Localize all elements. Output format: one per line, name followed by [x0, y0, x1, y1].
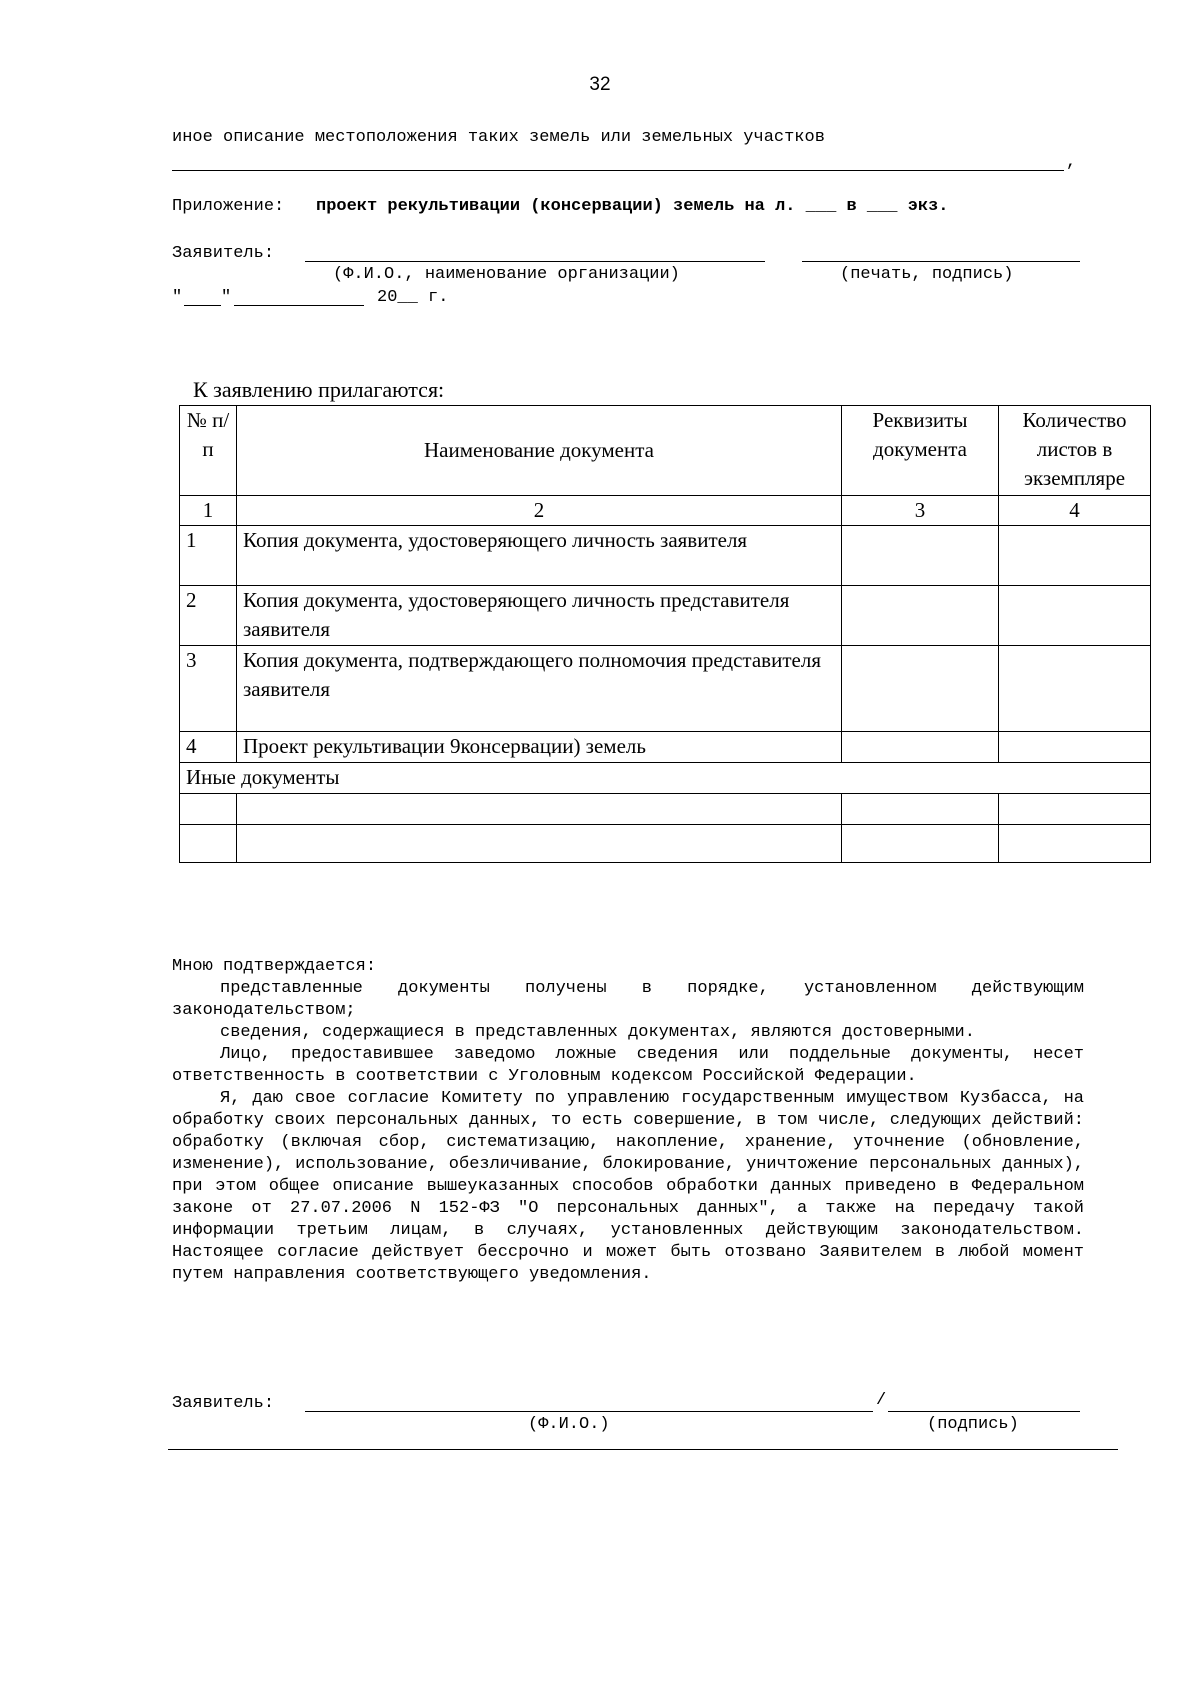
consent-paragraph: Я, даю свое согласие Комитету по управлению государственным имуществом Кузбасса, на обработку своих персональных данных, то есть совершение, в том числе, следующих действий: обработку (включая сбор, систематизацию, накопление, хранение, уточнение (обновление, изменение), использование, обезличивание, блокирование, уничтожение персональных данных), при этом общее описание вышеуказанных способов обработки данных приведено в Федеральном законе от 27.07.2006 N 152-ФЗ "О персональных данных", а также на передачу такой информации третьим лицам, в случаях, установленных действующим законодательством. Настоящее согласие действует бессрочно и может быть отозвано Заявителем в любой момент путем направления соответствующего уведомления. [172, 1089, 1084, 1284]
row-name: Копия документа, удостоверяющего личность заявителя [237, 526, 842, 586]
signature-fio-caption: (Ф.И.О.) [528, 1415, 610, 1434]
date-month-field[interactable] [234, 305, 364, 306]
row-sheets[interactable] [999, 586, 1151, 646]
applicant-label: Заявитель: [172, 244, 275, 263]
signature-sign-field[interactable] [888, 1411, 1080, 1412]
row-requisites[interactable] [842, 526, 999, 586]
empty-cell[interactable] [842, 794, 999, 825]
confirmation-intro: Мною подтверждается: [172, 957, 377, 976]
header-sheets: Количество листов в экземпляре [999, 406, 1151, 496]
empty-cell[interactable] [237, 794, 842, 825]
location-description-field[interactable] [172, 170, 1064, 171]
row-name: Копия документа, удостоверяющего личность представителя заявителя [237, 586, 842, 646]
col-number: 3 [842, 496, 999, 526]
bottom-divider [168, 1449, 1118, 1450]
signature-sign-caption: (подпись) [927, 1415, 1019, 1434]
row-name: Копия документа, подтверждающего полномочия представителя заявителя [237, 646, 842, 732]
location-description-label: иное описание местоположения таких земель или земельных участков [172, 128, 825, 147]
row-num: 2 [180, 586, 237, 646]
empty-cell[interactable] [999, 825, 1151, 863]
row-sheets[interactable] [999, 732, 1151, 763]
table-row-empty [180, 825, 1151, 863]
documents-table [179, 405, 1151, 863]
empty-cell[interactable] [999, 794, 1151, 825]
header-num: № п/п [180, 406, 237, 496]
col-number: 4 [999, 496, 1151, 526]
empty-cell[interactable] [842, 825, 999, 863]
signature-fio-field[interactable] [305, 1411, 873, 1412]
applicant-stamp-field[interactable] [802, 261, 1080, 262]
table-row [180, 646, 1151, 732]
page-number: 32 [589, 74, 611, 95]
col-number: 1 [180, 496, 237, 526]
location-comma: , [1066, 153, 1077, 172]
empty-cell[interactable] [180, 825, 237, 863]
empty-cell[interactable] [237, 825, 842, 863]
applicant-fio-caption: (Ф.И.О., наименование организации) [333, 265, 680, 284]
attachment-text: проект рекультивации (консервации) земель на л. ___ в ___ экз. [316, 197, 949, 216]
row-name: Проект рекультивации 9консервации) земель [237, 732, 842, 763]
table-row [180, 526, 1151, 586]
col-number: 2 [237, 496, 842, 526]
table-row-empty [180, 794, 1151, 825]
attachment-label: Приложение: [172, 197, 285, 216]
applicant-stamp-caption: (печать, подпись) [840, 265, 1014, 284]
row-requisites[interactable] [842, 732, 999, 763]
row-sheets[interactable] [999, 526, 1151, 586]
date-day-field[interactable] [184, 305, 221, 306]
row-num: 4 [180, 732, 237, 763]
confirmation-p1: представленные документы получены в порядке, установленном действующим законодательством; [172, 979, 1084, 1020]
row-requisites[interactable] [842, 646, 999, 732]
date-quote-close: " [221, 288, 232, 307]
confirmation-p2: сведения, содержащиеся в представленных документах, являются достоверными. [220, 1023, 975, 1042]
table-caption: К заявлению прилагаются: [193, 377, 445, 402]
row-num: 1 [180, 526, 237, 586]
applicant-fio-field[interactable] [305, 261, 765, 262]
header-name: Наименование документа [237, 406, 842, 496]
signature-applicant-label: Заявитель: [172, 1394, 275, 1413]
table-row [180, 732, 1151, 763]
row-num: 3 [180, 646, 237, 732]
empty-cell[interactable] [180, 794, 237, 825]
confirmation-p3: Лицо, предоставившее заведомо ложные сведения или поддельные документы, несет ответственность в соответствии с Уголовным кодексом Российской Федерации. [172, 1045, 1084, 1086]
table-row [180, 586, 1151, 646]
header-requisites: Реквизиты документа [842, 406, 999, 496]
confirmation-block [172, 956, 1084, 1286]
other-documents-label: Иные документы [180, 763, 1151, 794]
row-sheets[interactable] [999, 646, 1151, 732]
date-quote-open: " [172, 288, 183, 307]
date-year: 20__ г. [377, 288, 449, 307]
signature-slash: / [876, 1391, 887, 1410]
row-requisites[interactable] [842, 586, 999, 646]
